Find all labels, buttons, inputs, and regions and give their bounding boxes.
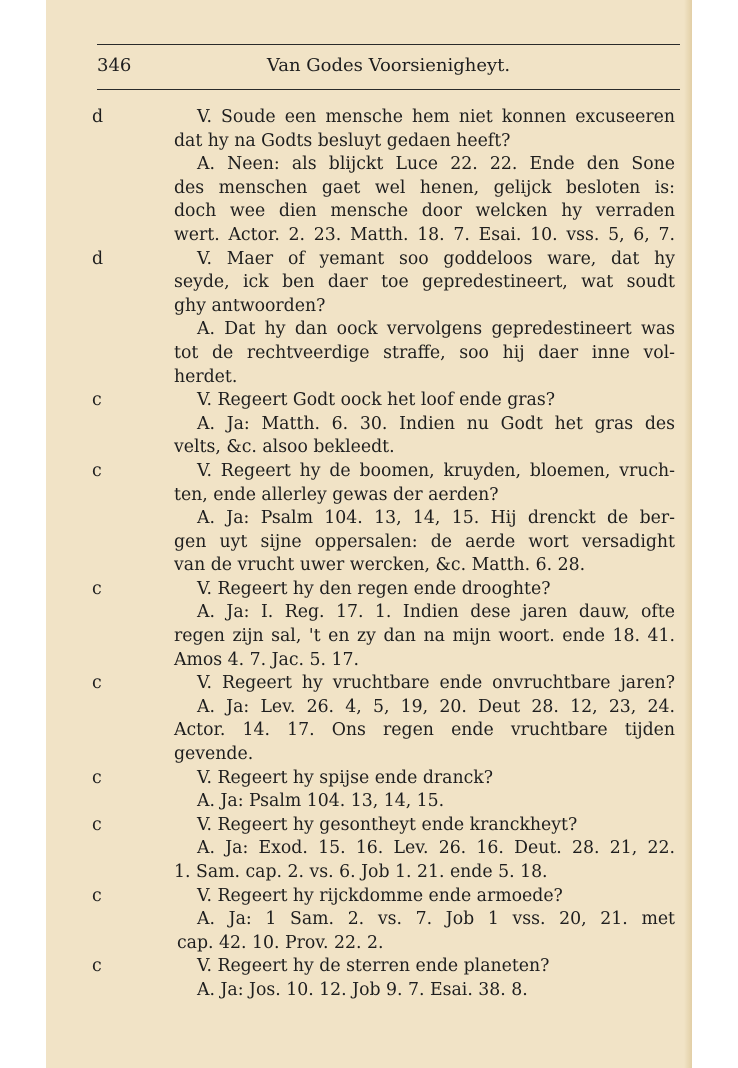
text-line (92, 507, 675, 531)
running-head (97, 55, 680, 81)
line-text: A. Ja: Lev. 26. 4, 5, 19, 20. Deut 28. 12, 23, 24. (197, 696, 675, 717)
text-line (92, 224, 675, 248)
line-text: V. Regeert hy spijse ende dranck? (197, 767, 493, 788)
line-text: tot de rechtveerdige straffe, soo hij daer inne vol- (174, 342, 675, 363)
line-text: 1. Sam. cap. 2. vs. 6. Job 1. 21. ende 5. 18. (174, 862, 548, 882)
line-text: A. Ja: Matth. 6. 30. Indien nu Godt het gras des (197, 413, 675, 434)
text-line (92, 885, 675, 909)
page-edge-shadow (684, 0, 692, 1068)
text-line (92, 248, 675, 272)
margin-marker: c (92, 767, 102, 788)
margin-marker: d (92, 107, 104, 127)
line-text: A. Ja: Exod. 15. 16. Lev. 26. 16. Deut. 28. 21, 22. (197, 838, 675, 859)
text-line (92, 389, 675, 413)
text-line (92, 767, 675, 791)
line-text: A. Ja: Psalm 104. 13, 14, 15. Hij drenckt de ber- (197, 508, 675, 529)
margin-marker: c (92, 814, 102, 835)
text-line (92, 130, 675, 154)
line-text: des menschen gaet wel henen, gelijck besloten is: (174, 177, 675, 198)
line-text: gevende. (174, 744, 254, 765)
text-line (92, 106, 675, 130)
line-text: herdet. (174, 366, 238, 387)
line-text: seyde, ick ben daer toe gepredestineert, wat soudt (174, 272, 675, 293)
text-line (92, 932, 675, 956)
line-text: regen zijn sal, 't en zy dan na mijn woort. ende 18. 41. (174, 626, 675, 647)
line-text: ghy antwoorden? (174, 295, 326, 316)
text-line (92, 743, 675, 767)
margin-marker: c (92, 460, 102, 481)
text-line (92, 366, 675, 390)
line-text: doch wee dien mensche door welcken hy verraden (174, 201, 675, 222)
margin-marker: c (92, 956, 102, 977)
header-rule-bottom (97, 89, 680, 90)
text-line (92, 436, 675, 460)
line-text: van de vrucht uwer wercken, &c. Matth. 6. 28. (174, 555, 586, 576)
text-line (92, 295, 675, 319)
margin-marker: c (92, 673, 102, 694)
line-text: gen uyt sijne oppersalen: de aerde wort versadight (174, 531, 675, 552)
line-text: velts, &c. alsoo bekleedt. (174, 437, 395, 458)
running-title: Van Godes Voorsienigheyt. (266, 55, 511, 76)
text-line (92, 554, 675, 578)
text-line (92, 696, 675, 720)
text-line (92, 460, 675, 484)
text-line (92, 271, 675, 295)
line-text: dat hy na Godts besluyt gedaen heeft? (174, 130, 511, 151)
text-line (92, 908, 675, 932)
line-text: V. Soude een mensche hem niet konnen excuseeren (197, 107, 675, 127)
line-text: V. Regeert hy gesontheyt ende kranckheyt? (197, 814, 578, 835)
margin-marker: c (92, 885, 102, 906)
line-text: A. Ja: I. Reg. 17. 1. Indien dese jaren dauw, ofte (197, 602, 675, 623)
text-line (92, 672, 675, 696)
text-line (92, 790, 675, 814)
text-line (92, 625, 675, 649)
text-line (92, 837, 675, 861)
line-text: V. Regeert hy de sterren ende planeten? (197, 956, 550, 977)
text-line (92, 318, 675, 342)
body-text (92, 106, 675, 1003)
line-text: Amos 4. 7. Jac. 5. 17. (174, 649, 359, 670)
header-rule-top (97, 44, 680, 45)
text-line (92, 342, 675, 366)
line-text: A. Ja: Jos. 10. 12. Job 9. 7. Esai. 38. 8. (197, 979, 528, 1000)
line-text: Actor. 14. 17. Ons regen ende vruchtbare tijden (174, 720, 675, 741)
line-text: A. Ja: Psalm 104. 13, 14, 15. (197, 791, 445, 812)
line-text: wert. Actor. 2. 23. Matth. 18. 7. Esai. 10. vss. 5, 6, 7. (174, 224, 675, 245)
text-line (92, 979, 675, 1003)
line-text: V. Regeert hy den regen ende drooghte? (197, 578, 551, 599)
line-text: V. Regeert hy rijckdomme ende armoede? (197, 885, 563, 906)
line-text: V. Maer of yemant soo goddeloos ware, dat hy (197, 248, 675, 269)
text-line (92, 601, 675, 625)
text-line (92, 531, 675, 555)
text-line (92, 177, 675, 201)
text-line (92, 153, 675, 177)
text-line (92, 955, 675, 979)
text-line (92, 861, 675, 885)
text-line (92, 484, 675, 508)
line-text: ten, ende allerley gewas der aerden? (174, 484, 499, 505)
line-text: A. Dat hy dan oock vervolgens gepredestineert was (197, 319, 675, 340)
margin-marker: d (92, 248, 104, 269)
text-line (92, 719, 675, 743)
text-line (92, 649, 675, 673)
text-line (92, 578, 675, 602)
margin-marker: c (92, 390, 102, 411)
line-text: V. Regeert hy vruchtbare ende onvruchtbare jaren? (197, 673, 675, 694)
line-text: cap. 42. 10. Prov. 22. 2. (177, 932, 384, 953)
text-line (92, 200, 675, 224)
line-text: A. Neen: als blijckt Luce 22. 22. Ende den Sone (197, 154, 675, 175)
text-line (92, 413, 675, 437)
line-text: A. Ja: 1 Sam. 2. vs. 7. Job 1 vss. 20, 21. met (197, 909, 675, 930)
line-text: V. Regeert hy de boomen, kruyden, bloemen, vruch- (197, 460, 675, 481)
book-page (46, 0, 692, 1068)
text-line (92, 814, 675, 838)
page-number: 346 (97, 55, 132, 76)
margin-marker: c (92, 578, 102, 599)
line-text: V. Regeert Godt oock het loof ende gras? (197, 390, 555, 411)
